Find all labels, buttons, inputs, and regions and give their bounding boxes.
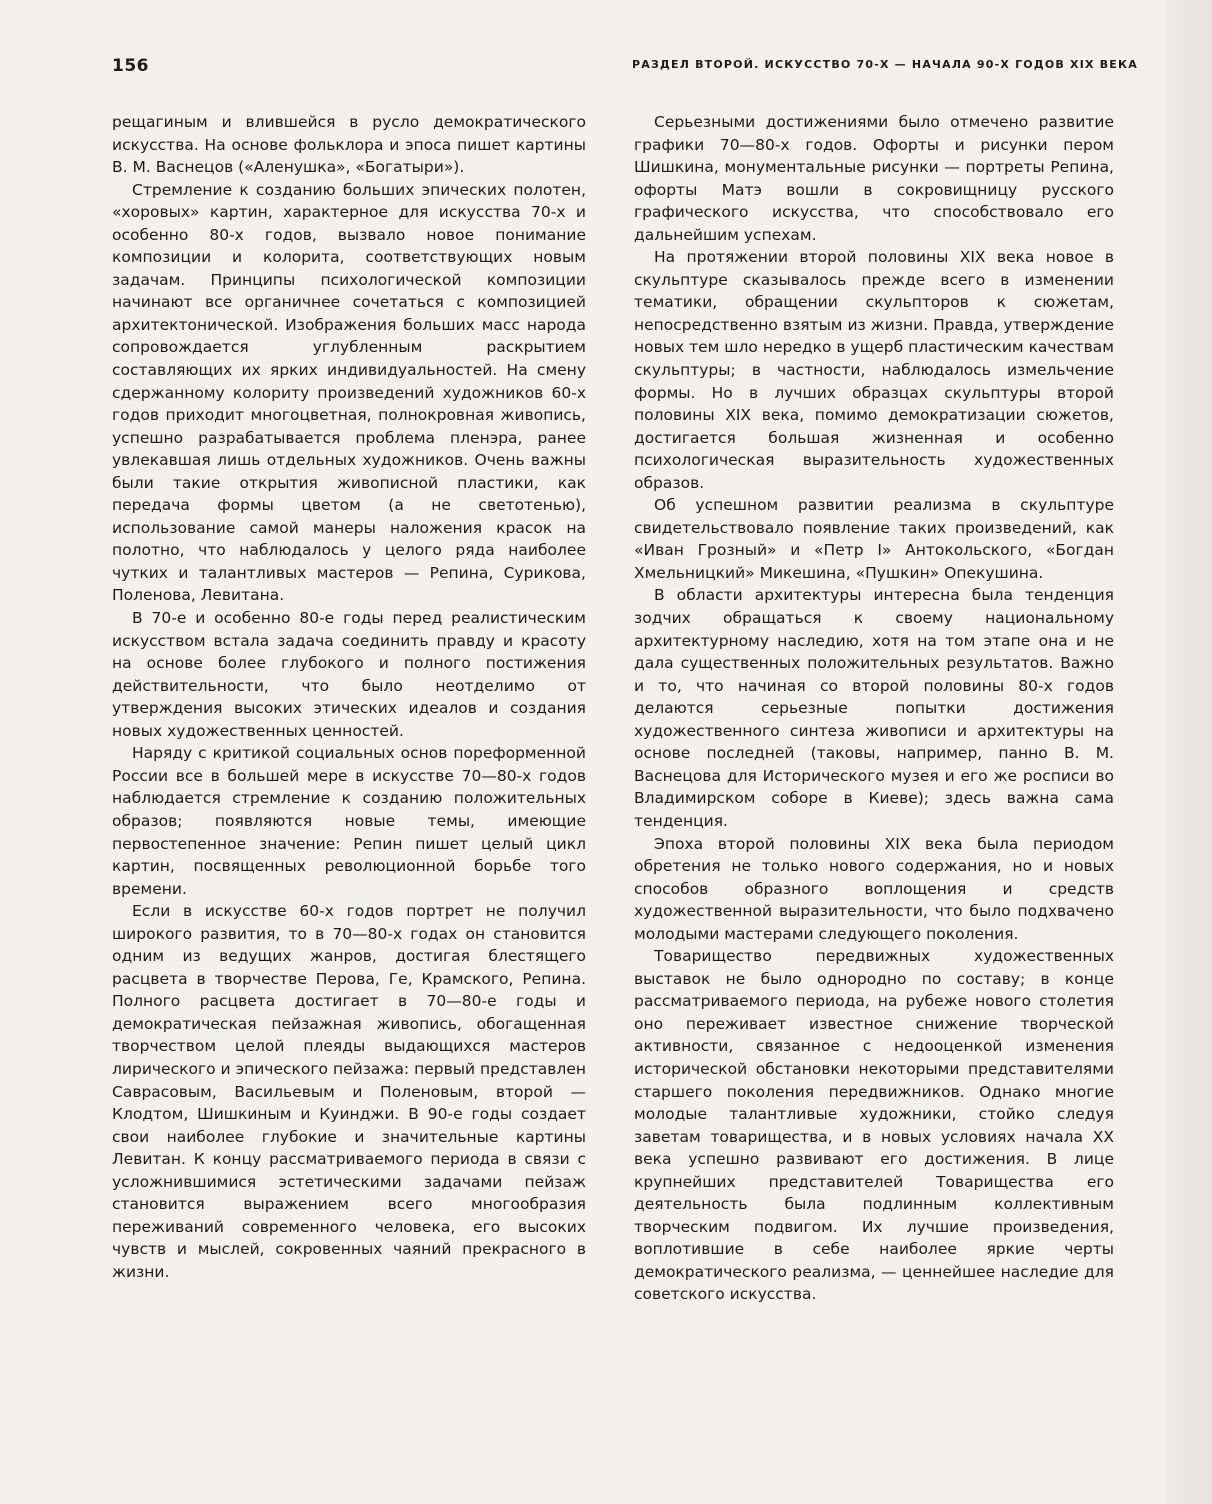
- paragraph: Товарищество передвижных художественных выставок не было однородно по составу; в конце рассматриваемого периода, на рубеже нового столетия оно переживает известное снижение творческой активности, связанное с недооценкой изменения исторической обстановки некоторыми представителями старшего поколения передвижников. Однако многие молодые талантливые художники, стойко следуя заветам товарищества, и в новых условиях начала XX века успешно развивают его достижения. В лице крупнейших представителей Товарищества его деятельность была подлинным коллективным творческим подвигом. Их лучшие произведения, воплотившие в себе наиболее яркие черты демократического реализма, — ценнейшее наследие для советского искусства.: [634, 947, 1114, 1304]
- paragraph: На протяжении второй половины XIX века новое в скульптуре сказывалось прежде всего в изменении тематики, обращении скульпторов к сюжетам, непосредственно взятым из жизни. Правда, утверждение новых тем шло нередко в ущерб пластическим качествам скульптуры; в частности, наблюдалось измельчение формы. Но в лучших образцах скульптуры второй половины XIX века, помимо демократизации сюжетов, достигается большая жизненная и особенно психологическая выразительность художественных образов.: [634, 248, 1114, 492]
- paragraph: Стремление к созданию больших эпических полотен, «хоровых» картин, характерное для искусства 70-х и особенно 80-х годов, вызвало новое понимание композиции и колорита, соответствующих новым задачам. Принципы психологической композиции начинают все органичнее сочетаться с композицией архитектонической. Изображения больших масс народа сопровождается углубленным раскрытием составляющих их ярких индивидуальностей. На смену сдержанному колориту произведений художников 60-х годов приходит многоцветная, полнокровная живопись, успешно разрабатывается проблема пленэра, ранее увлекавшая лишь отдельных художников. Очень важны были такие открытия живописной пластики, как передача формы цветом (а не светотенью), использование самой манеры наложения красок на полотно, что наблюдалось у целого ряда наиболее чутких и талантливых мастеров — Репина, Сурикова, Поленова, Левитана.: [112, 180, 586, 605]
- paragraph: Серьезными достижениями было отмечено развитие графики 70—80-х годов. Офорты и рисунки пером Шишкина, монументальные рисунки — портреты Репина, офорты Матэ вошли в сокровищницу русского графического искусства, что способствовало его дальнейшим успехам.: [634, 113, 1114, 244]
- page-number: 156: [112, 56, 149, 76]
- paragraph: В области архитектуры интересна была тенденция зодчих обращаться к своему национальному архитектурному наследию, хотя на том этапе она и не дала существенных положительных результатов. Важно и то, что начиная со второй половины 80-х годов делаются серьезные попытки достижения художественного синтеза живописи и архитектуры на основе последней (таковы, например, панно В. М. Васнецова для Исторического музея и его же росписи во Владимирском соборе в Киеве); здесь важна сама тенденция.: [634, 586, 1114, 830]
- paragraph: Наряду с критикой социальных основ пореформенной России все в большей мере в искусстве 70—80-х годов наблюдается стремление к созданию положительных образов; появляются новые темы, имеющие первостепенное значение: Репин пишет целый цикл картин, посвященных революционной борьбе того времени.: [112, 744, 586, 898]
- paragraph: рещагиным и влившейся в русло демократического искусства. На основе фольклора и эпоса пишет картины В. М. Васнецов («Аленушка», «Богатыри»).: [112, 113, 586, 177]
- paragraph: Об успешном развитии реализма в скульптуре свидетельствовало появление таких произведений, как «Иван Грозный» и «Петр I» Антокольского, «Богдан Хмельницкий» Микешина, «Пушкин» Опекушина.: [634, 496, 1114, 582]
- right-column: [634, 111, 1114, 1306]
- paragraph: Если в искусстве 60-х годов портрет не получил широкого развития, то в 70—80-х годах он становится одним из ведущих жанров, достигая блестящего расцвета в творчестве Перова, Ге, Крамского, Репина. Полного расцвета достигает в 70—80-е годы и демократическая пейзажная живопись, обогащенная творчеством целой плеяды выдающихся мастеров лирического и эпического пейзажа: первый представлен Саврасовым, Васильевым и Поленовым, второй — Клодтом, Шишкиным и Куинджи. В 90-е годы создает свои наиболее глубокие и значительные картины Левитан. К концу рассматриваемого периода в связи с усложнившимися эстетическими задачами пейзаж становится выражением всего многообразия переживаний современного человека, его высоких чувств и мыслей, сокровенных чаяний прекрасного в жизни.: [112, 902, 586, 1281]
- left-column: [112, 111, 586, 1283]
- page-edge-shadow: [1166, 0, 1212, 1504]
- paragraph: В 70-е и особенно 80-е годы перед реалистическим искусством встала задача соединить правду и красоту на основе более глубокого и полного постижения действительности, что было неотделимо от утверждения высоких этических идеалов и создания новых художественных ценностей.: [112, 609, 586, 740]
- running-head: РАЗДЕЛ ВТОРОЙ. ИСКУССТВО 70-Х — НАЧАЛА 90-Х ГОДОВ XIX ВЕКА: [632, 58, 1138, 71]
- paragraph: Эпоха второй половины XIX века была периодом обретения не только нового содержания, но и новых способов образного воплощения и средств художественной выразительности, что было подхвачено молодыми мастерами следующего поколения.: [634, 834, 1114, 943]
